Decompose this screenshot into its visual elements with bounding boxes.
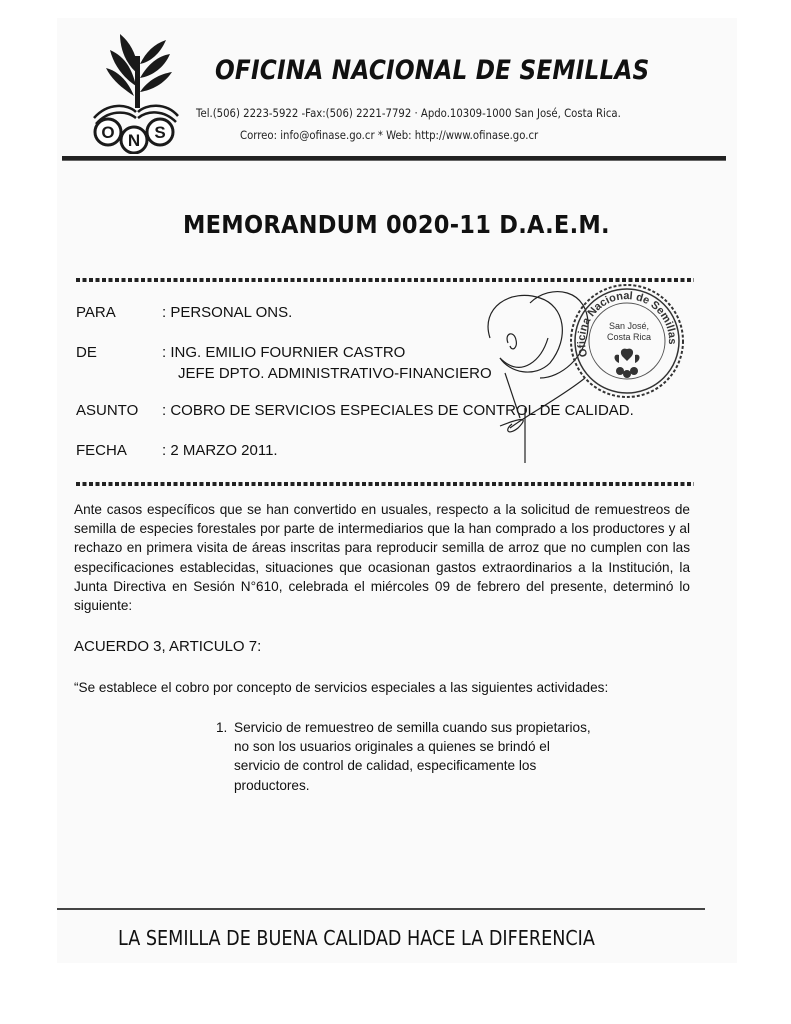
field-label: DE — [76, 344, 97, 361]
memo-body-paragraph: Ante casos específicos que se han convertido en usuales, respecto a la solicitud de remuestreos de semilla de especies forestales por parte de intermediarios que la han comprado a los productores y al rechazo en primera visita de áreas inscritas para reproducir semilla de arroz que no cumplen con las especificaciones establecidas, situaciones que ocasionan gastos extraordinarios a la Institución, la Junta Directiva en Sesión N°610, celebrada el miércoles 09 de febrero del presente, determinó lo siguiente: — [74, 502, 690, 614]
stamp-country: Costa Rica — [606, 332, 652, 342]
field-label: ASUNTO — [76, 402, 139, 419]
svg-text:O: O — [101, 123, 115, 142]
memo-field-para — [76, 304, 293, 321]
svg-text:N: N — [127, 131, 141, 150]
official-stamp-icon — [567, 281, 687, 401]
memo-title: MEMORANDUM 0020-11 D.A.E.M. — [183, 210, 610, 239]
agreement-heading: ACUERDO 3, ARTICULO 7: — [74, 638, 262, 655]
footer-motto: LA SEMILLA DE BUENA CALIDAD HACE LA DIFERENCIA — [118, 926, 595, 950]
dotted-divider-bottom — [76, 482, 694, 486]
list-item — [216, 718, 596, 795]
list-item-number: 1. — [216, 720, 228, 735]
field-value: : PERSONAL ONS. — [162, 304, 293, 321]
field-value: : COBRO DE SERVICIOS ESPECIALES DE CONTROL DE CALIDAD. — [162, 402, 634, 419]
memo-field-fecha — [76, 442, 278, 459]
agreement-intro: “Se establece el cobro por concepto de servicios especiales a las siguientes actividades: — [74, 680, 609, 695]
stamp-city: San José, — [608, 321, 650, 331]
svg-text:S: S — [154, 123, 166, 142]
footer-divider — [57, 908, 705, 910]
field-label: FECHA — [76, 442, 127, 459]
memo-field-de — [76, 344, 406, 361]
contact-phone-address: Tel.(506) 2223-5922 -Fax:(506) 2221-7792 · Apdo.10309-1000 San José, Costa Rica. — [196, 106, 621, 120]
stamp-ring-text: Oficina Nacional de Semillas — [575, 290, 679, 359]
contact-email-web: Correo: info@ofinase.go.cr * Web: http://www.ofinase.go.cr — [240, 128, 539, 142]
activities-list — [216, 718, 596, 795]
field-label: PARA — [76, 304, 116, 321]
field-value: : 2 MARZO 2011. — [162, 442, 278, 459]
list-item-text: Servicio de remuestreo de semilla cuando sus propietarios, no son los usuarios originales a quienes se brindó el servicio de control de calidad, especificamente los productores. — [234, 720, 591, 793]
ons-logo-icon — [88, 26, 183, 154]
memo-field-de-title: JEFE DPTO. ADMINISTRATIVO-FINANCIERO — [178, 365, 492, 382]
letterhead-divider — [62, 156, 726, 160]
memo-field-asunto — [76, 402, 634, 419]
organization-name: OFICINA NACIONAL DE SEMILLAS — [215, 55, 650, 86]
field-value: : ING. EMILIO FOURNIER CASTRO — [162, 344, 406, 361]
